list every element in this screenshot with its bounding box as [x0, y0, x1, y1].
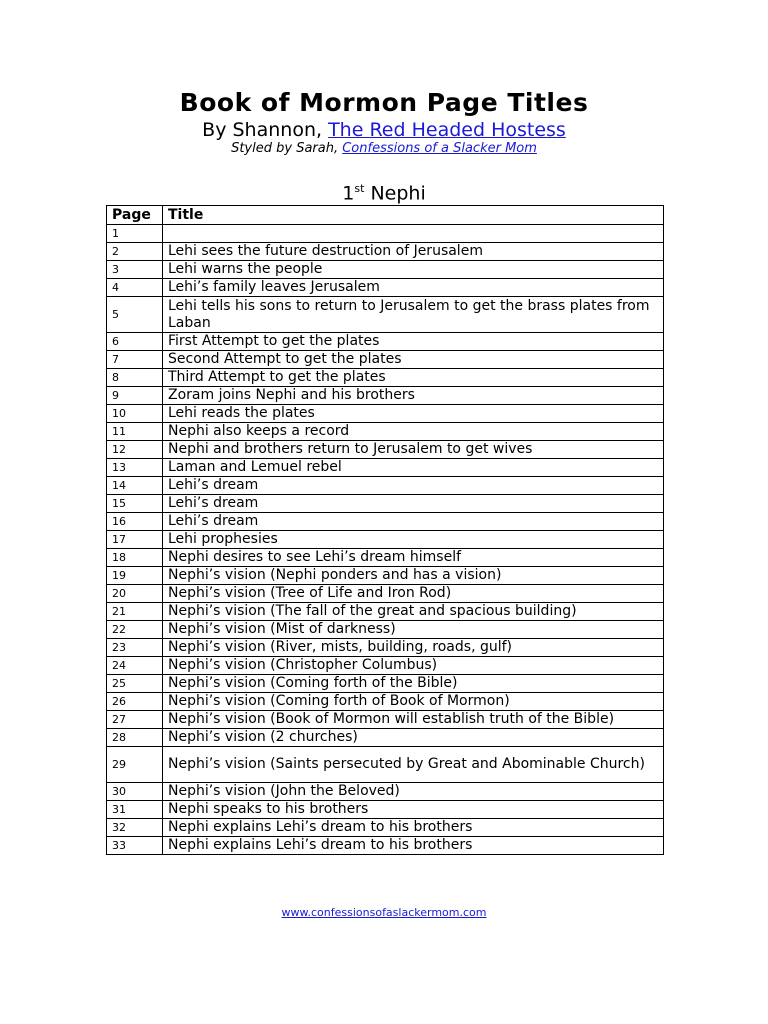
table-row	[107, 819, 664, 837]
page-number-cell: 30	[107, 783, 163, 801]
page-number-cell: 15	[107, 495, 163, 513]
byline	[0, 118, 768, 142]
column-header-title: Title	[163, 206, 664, 225]
page-number-cell: 1	[107, 225, 163, 243]
page-title-cell: Nephi’s vision (Coming forth of the Bible)	[163, 675, 664, 693]
page-title-cell: Third Attempt to get the plates	[163, 369, 664, 387]
document-title: Book of Mormon Page Titles	[179, 88, 589, 117]
section-number: 1	[342, 182, 355, 205]
page-title-cell: Nephi explains Lehi’s dream to his brothers	[163, 837, 664, 855]
page-number-cell: 14	[107, 477, 163, 495]
page-title-cell: Lehi tells his sons to return to Jerusalem to get the brass plates from Laban	[163, 297, 664, 333]
page-number-cell: 31	[107, 801, 163, 819]
page-title-cell	[163, 225, 664, 243]
table-row	[107, 477, 664, 495]
table-row	[107, 567, 664, 585]
page-number-cell: 6	[107, 333, 163, 351]
table-row	[107, 693, 664, 711]
table-row	[107, 225, 664, 243]
page-number-cell: 23	[107, 639, 163, 657]
page-number-cell: 24	[107, 657, 163, 675]
page-number-cell: 28	[107, 729, 163, 747]
red-headed-hostess-link[interactable]: The Red Headed Hostess	[328, 119, 566, 141]
table-header-row	[107, 206, 664, 225]
section-name: Nephi	[364, 182, 426, 205]
page-title-cell: Nephi’s vision (Book of Mormon will establish truth of the Bible)	[163, 711, 664, 729]
page-number-cell: 2	[107, 243, 163, 261]
page-title-cell: Nephi’s vision (Nephi ponders and has a vision)	[163, 567, 664, 585]
section-heading	[0, 176, 768, 206]
page-title-cell: Lehi’s dream	[163, 513, 664, 531]
page-number-cell: 9	[107, 387, 163, 405]
page-number-cell: 10	[107, 405, 163, 423]
page-number-cell: 33	[107, 837, 163, 855]
page-number-cell: 13	[107, 459, 163, 477]
page-number-cell: 18	[107, 549, 163, 567]
page-title-cell: Nephi’s vision (Mist of darkness)	[163, 621, 664, 639]
page-title-cell: Nephi’s vision (Christopher Columbus)	[163, 657, 664, 675]
table-row	[107, 531, 664, 549]
page-title-cell: Nephi’s vision (River, mists, building, roads, gulf)	[163, 639, 664, 657]
table-row	[107, 459, 664, 477]
page-number-cell: 16	[107, 513, 163, 531]
page-title-cell: Nephi’s vision (2 churches)	[163, 729, 664, 747]
table-row	[107, 657, 664, 675]
page-number-cell: 21	[107, 603, 163, 621]
page-number-cell: 8	[107, 369, 163, 387]
page-title-cell: Nephi’s vision (John the Beloved)	[163, 783, 664, 801]
table-row	[107, 621, 664, 639]
page-number-cell: 4	[107, 279, 163, 297]
table-row	[107, 495, 664, 513]
table-row	[107, 837, 664, 855]
table-row	[107, 729, 664, 747]
page-number-cell: 11	[107, 423, 163, 441]
footer	[0, 906, 768, 919]
page-number-cell: 19	[107, 567, 163, 585]
page-title-cell: Lehi’s dream	[163, 495, 664, 513]
page-number-cell: 17	[107, 531, 163, 549]
table-row	[107, 423, 664, 441]
table-row	[107, 549, 664, 567]
footer-website-link[interactable]: www.confessionsofaslackermom.com	[281, 906, 487, 919]
page-number-cell: 32	[107, 819, 163, 837]
page-number-cell: 26	[107, 693, 163, 711]
table-row	[107, 603, 664, 621]
page-title-cell: Nephi speaks to his brothers	[163, 801, 664, 819]
column-header-page: Page	[107, 206, 163, 225]
page-title-cell: Nephi’s vision (The fall of the great and spacious building)	[163, 603, 664, 621]
table-row	[107, 369, 664, 387]
table-row	[107, 513, 664, 531]
table-row	[107, 333, 664, 351]
page-number-cell: 3	[107, 261, 163, 279]
page-title-cell: Nephi and brothers return to Jerusalem to get wives	[163, 441, 664, 459]
page-number-cell: 25	[107, 675, 163, 693]
page-title-cell: Nephi explains Lehi’s dream to his brothers	[163, 819, 664, 837]
page-title-cell: Nephi also keeps a record	[163, 423, 664, 441]
table-row	[107, 747, 664, 783]
page-number-cell: 5	[107, 297, 163, 333]
page-title-cell: Laman and Lemuel rebel	[163, 459, 664, 477]
page-number-cell: 22	[107, 621, 163, 639]
table-row	[107, 261, 664, 279]
page-title-cell: First Attempt to get the plates	[163, 333, 664, 351]
styled-by-line	[0, 141, 768, 157]
page-title-cell: Nephi’s vision (Coming forth of Book of Mormon)	[163, 693, 664, 711]
page-title-cell: Zoram joins Nephi and his brothers	[163, 387, 664, 405]
page-title-cell: Nephi’s vision (Tree of Life and Iron Rod)	[163, 585, 664, 603]
table-row	[107, 387, 664, 405]
table-row	[107, 279, 664, 297]
section-ordinal-suffix: st	[354, 182, 365, 195]
page-number-cell: 7	[107, 351, 163, 369]
table-row	[107, 297, 664, 333]
page-title-cell: Lehi’s dream	[163, 477, 664, 495]
table-row	[107, 801, 664, 819]
page-title-cell: Second Attempt to get the plates	[163, 351, 664, 369]
table-row	[107, 783, 664, 801]
table-row	[107, 351, 664, 369]
table-row	[107, 675, 664, 693]
page-number-cell: 20	[107, 585, 163, 603]
page-title-cell: Lehi warns the people	[163, 261, 664, 279]
table-row	[107, 243, 664, 261]
page-title-cell: Nephi’s vision (Saints persecuted by Great and Abominable Church)	[163, 747, 664, 783]
styled-prefix: Styled by Sarah,	[231, 141, 343, 156]
page-title-cell: Lehi’s family leaves Jerusalem	[163, 279, 664, 297]
page-titles-table	[106, 205, 664, 855]
table-row	[107, 405, 664, 423]
slacker-mom-link[interactable]: Confessions of a Slacker Mom	[342, 141, 537, 156]
page-title-cell: Lehi reads the plates	[163, 405, 664, 423]
byline-prefix: By Shannon,	[202, 119, 329, 141]
table-row	[107, 585, 664, 603]
page-number-cell: 29	[107, 747, 163, 783]
page-title-cell: Lehi prophesies	[163, 531, 664, 549]
table-row	[107, 711, 664, 729]
page-number-cell: 27	[107, 711, 163, 729]
table-row	[107, 441, 664, 459]
page-number-cell: 12	[107, 441, 163, 459]
page-title-cell: Lehi sees the future destruction of Jerusalem	[163, 243, 664, 261]
table-row	[107, 639, 664, 657]
page-title-cell: Nephi desires to see Lehi’s dream himself	[163, 549, 664, 567]
